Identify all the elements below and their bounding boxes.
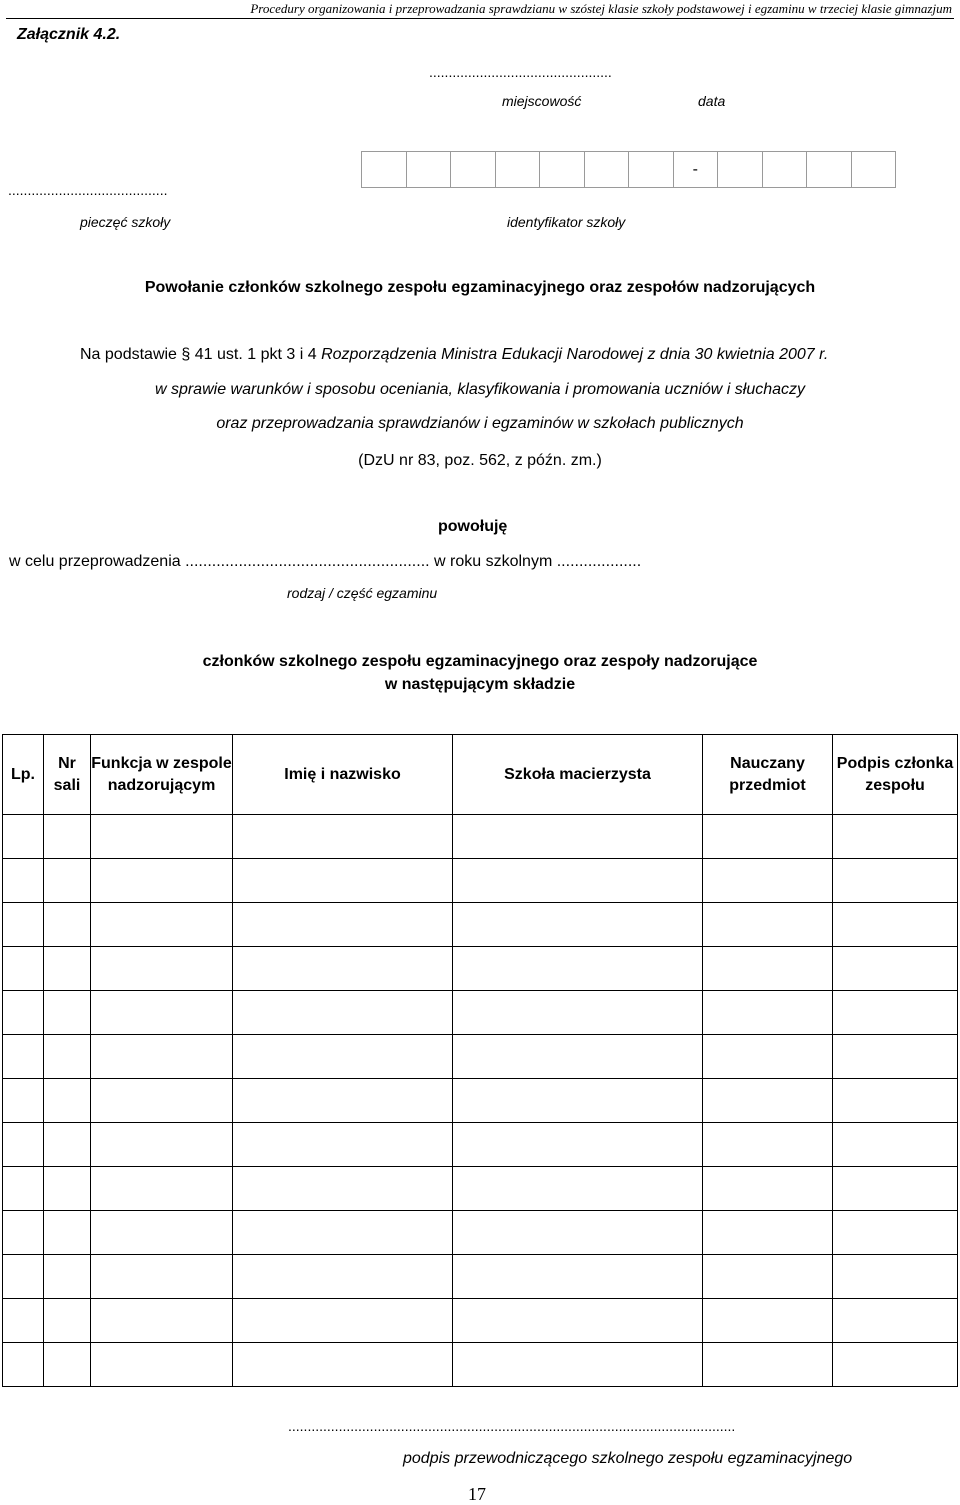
section-sign: § <box>181 346 191 363</box>
table-cell[interactable] <box>233 1167 453 1211</box>
table-cell[interactable] <box>91 1079 233 1123</box>
header-rule <box>6 18 954 19</box>
table-cell[interactable] <box>91 1255 233 1299</box>
legal-basis-line1 <box>80 346 828 364</box>
col-header-signature: Podpis członka zespołu <box>833 735 958 815</box>
table-cell[interactable] <box>233 859 453 903</box>
table-row <box>3 1343 958 1387</box>
legal-reference: 41 ust. 1 pkt 3 i 4 <box>194 346 317 363</box>
table-cell[interactable] <box>453 1167 703 1211</box>
table-row <box>3 1211 958 1255</box>
table-row <box>3 1255 958 1299</box>
annex-label: Załącznik 4.2. <box>17 26 121 43</box>
table-cell[interactable] <box>703 1255 833 1299</box>
table-cell[interactable] <box>91 859 233 903</box>
table-cell[interactable] <box>233 903 453 947</box>
table-cell[interactable] <box>91 1123 233 1167</box>
appoint-word: powołuję <box>438 518 508 535</box>
table-cell[interactable] <box>703 1167 833 1211</box>
table-cell[interactable] <box>44 815 91 859</box>
identifier-cell[interactable] <box>852 152 896 187</box>
table-cell[interactable] <box>91 1167 233 1211</box>
table-cell[interactable] <box>833 1211 958 1255</box>
document-title: Powołanie członków szkolnego zespołu egzaminacyjnego oraz zespołów nadzorujących <box>144 279 816 296</box>
school-stamp-label: pieczęć szkoły <box>80 214 171 230</box>
table-cell[interactable] <box>44 1299 91 1343</box>
table-cell[interactable] <box>91 947 233 991</box>
school-identifier-label: identyfikator szkoły <box>507 214 626 230</box>
legal-basis-line3: oraz przeprowadzania sprawdzianów i egzaminów w szkołach publicznych <box>216 415 744 432</box>
table-cell[interactable] <box>703 947 833 991</box>
members-title-line1: członków szkolnego zespołu egzaminacyjnego oraz zespoły nadzorujące <box>202 653 758 670</box>
table-cell[interactable] <box>453 815 703 859</box>
table-row <box>3 1123 958 1167</box>
regulation-name: Rozporządzenia Ministra Edukacji Narodowej z dnia 30 kwietnia 2007 r. <box>321 346 829 363</box>
table-cell[interactable] <box>44 1167 91 1211</box>
col-header-function: Funkcja w zespole nadzorującym <box>91 735 233 815</box>
table-cell[interactable] <box>833 1343 958 1387</box>
place-date-dots[interactable]: ............................................... <box>429 64 612 80</box>
table-cell[interactable] <box>3 947 44 991</box>
table-cell[interactable] <box>453 1123 703 1167</box>
table-cell[interactable] <box>44 947 91 991</box>
identifier-cell[interactable] <box>407 152 452 187</box>
table-row <box>3 903 958 947</box>
table-cell[interactable] <box>453 991 703 1035</box>
place-label: miejscowość <box>502 93 582 109</box>
table-row <box>3 815 958 859</box>
col-header-lp: Lp. <box>3 735 44 815</box>
table-cell[interactable] <box>453 1035 703 1079</box>
table-row <box>3 1299 958 1343</box>
table-cell[interactable] <box>233 1255 453 1299</box>
table-cell[interactable] <box>3 903 44 947</box>
table-body <box>3 815 958 1387</box>
table-cell[interactable] <box>833 1123 958 1167</box>
table-cell[interactable] <box>91 1299 233 1343</box>
table-cell[interactable] <box>833 815 958 859</box>
table-header-row <box>3 735 958 815</box>
table-cell[interactable] <box>703 1299 833 1343</box>
table-cell[interactable] <box>91 1035 233 1079</box>
members-title-line2: w następującym składzie <box>384 676 576 693</box>
identifier-cell[interactable] <box>807 152 852 187</box>
table-row <box>3 1035 958 1079</box>
table-cell[interactable] <box>703 903 833 947</box>
table-cell[interactable] <box>703 1079 833 1123</box>
table-cell[interactable] <box>44 859 91 903</box>
table-cell[interactable] <box>44 1211 91 1255</box>
table-cell[interactable] <box>833 1079 958 1123</box>
table-cell[interactable] <box>3 991 44 1035</box>
table-cell[interactable] <box>3 1035 44 1079</box>
table-cell[interactable] <box>3 1167 44 1211</box>
table-row <box>3 1167 958 1211</box>
table-cell[interactable] <box>703 991 833 1035</box>
col-header-home-school: Szkoła macierzysta <box>453 735 703 815</box>
table-cell[interactable] <box>233 815 453 859</box>
table-cell[interactable] <box>233 1123 453 1167</box>
col-header-room: Nr sali <box>44 735 91 815</box>
table-cell[interactable] <box>453 1299 703 1343</box>
table-cell[interactable] <box>3 1079 44 1123</box>
table-cell[interactable] <box>833 903 958 947</box>
page-number: 17 <box>468 1484 486 1504</box>
signature-label: podpis przewodniczącego szkolnego zespołu egzaminacyjnego <box>403 1450 853 1467</box>
identifier-cell[interactable] <box>496 152 541 187</box>
table-cell[interactable] <box>44 1123 91 1167</box>
col-header-name: Imię i nazwisko <box>233 735 453 815</box>
table-cell[interactable] <box>91 1343 233 1387</box>
members-title <box>0 650 960 696</box>
table-cell[interactable] <box>3 1123 44 1167</box>
table-cell[interactable] <box>3 1211 44 1255</box>
table-cell[interactable] <box>233 947 453 991</box>
identifier-cell[interactable] <box>629 152 674 187</box>
table-cell[interactable] <box>44 1035 91 1079</box>
table-cell[interactable] <box>233 991 453 1035</box>
table-cell[interactable] <box>833 991 958 1035</box>
table-cell[interactable] <box>453 1343 703 1387</box>
running-header: Procedury organizowania i przeprowadzania sprawdzianu w szóstej klasie szkoły podstawowej i egzaminu w trzeciej klasie gimnazjum <box>250 1 952 16</box>
legal-citation: (DzU nr 83, poz. 562, z późn. zm.) <box>358 452 602 469</box>
table-cell[interactable] <box>44 1079 91 1123</box>
table-cell[interactable] <box>233 1211 453 1255</box>
table-row <box>3 859 958 903</box>
school-identifier-grid[interactable] <box>361 151 896 188</box>
table-row <box>3 991 958 1035</box>
table-cell[interactable] <box>833 1167 958 1211</box>
table-cell[interactable] <box>44 991 91 1035</box>
table-cell[interactable] <box>453 947 703 991</box>
table-cell[interactable] <box>3 859 44 903</box>
table-cell[interactable] <box>44 1343 91 1387</box>
table-cell[interactable] <box>833 1299 958 1343</box>
identifier-cell[interactable] <box>763 152 808 187</box>
table-cell[interactable] <box>91 815 233 859</box>
table-row <box>3 947 958 991</box>
identifier-cell[interactable] <box>718 152 763 187</box>
table-cell[interactable] <box>703 1211 833 1255</box>
table-cell[interactable] <box>233 1343 453 1387</box>
legal-basis-line2: w sprawie warunków i sposobu oceniania, klasyfikowania i promowania uczniów i słuchaczy <box>154 381 806 398</box>
table-cell[interactable] <box>3 1255 44 1299</box>
col-header-subject: Nauczany przedmiot <box>703 735 833 815</box>
table-cell[interactable] <box>833 859 958 903</box>
table-cell[interactable] <box>3 815 44 859</box>
table-cell[interactable] <box>453 903 703 947</box>
table-cell[interactable] <box>703 815 833 859</box>
table-cell[interactable] <box>703 1343 833 1387</box>
table-cell[interactable] <box>91 1211 233 1255</box>
table-cell[interactable] <box>453 1211 703 1255</box>
table-cell[interactable] <box>233 1079 453 1123</box>
table-cell[interactable] <box>703 1123 833 1167</box>
school-stamp-dots[interactable]: ......................................... <box>8 182 168 198</box>
table-cell[interactable] <box>453 859 703 903</box>
table-cell[interactable] <box>703 859 833 903</box>
identifier-separator: - <box>674 152 719 187</box>
identifier-cell[interactable] <box>540 152 585 187</box>
table-cell[interactable] <box>44 1255 91 1299</box>
legal-prefix: Na podstawie <box>80 346 177 363</box>
signature-dots[interactable]: ................................................................................................................... <box>288 1418 736 1434</box>
staff-table <box>2 734 958 1387</box>
table-cell[interactable] <box>453 1255 703 1299</box>
table-row <box>3 1079 958 1123</box>
table-cell[interactable] <box>833 947 958 991</box>
table-cell[interactable] <box>833 1255 958 1299</box>
table-cell[interactable] <box>233 1299 453 1343</box>
exam-type-hint: rodzaj / część egzaminu <box>287 585 438 601</box>
table-cell[interactable] <box>3 1343 44 1387</box>
identifier-cell[interactable] <box>362 152 407 187</box>
table-cell[interactable] <box>233 1035 453 1079</box>
table-cell[interactable] <box>3 1299 44 1343</box>
table-cell[interactable] <box>703 1035 833 1079</box>
date-label: data <box>698 93 726 109</box>
table-cell[interactable] <box>91 903 233 947</box>
table-cell[interactable] <box>91 991 233 1035</box>
table-cell[interactable] <box>44 903 91 947</box>
purpose-line[interactable]: w celu przeprowadzenia ....................................................... w roku szkolnym ................... <box>9 553 642 570</box>
identifier-cell[interactable] <box>451 152 496 187</box>
table-cell[interactable] <box>833 1035 958 1079</box>
identifier-cell[interactable] <box>585 152 630 187</box>
table-cell[interactable] <box>453 1079 703 1123</box>
